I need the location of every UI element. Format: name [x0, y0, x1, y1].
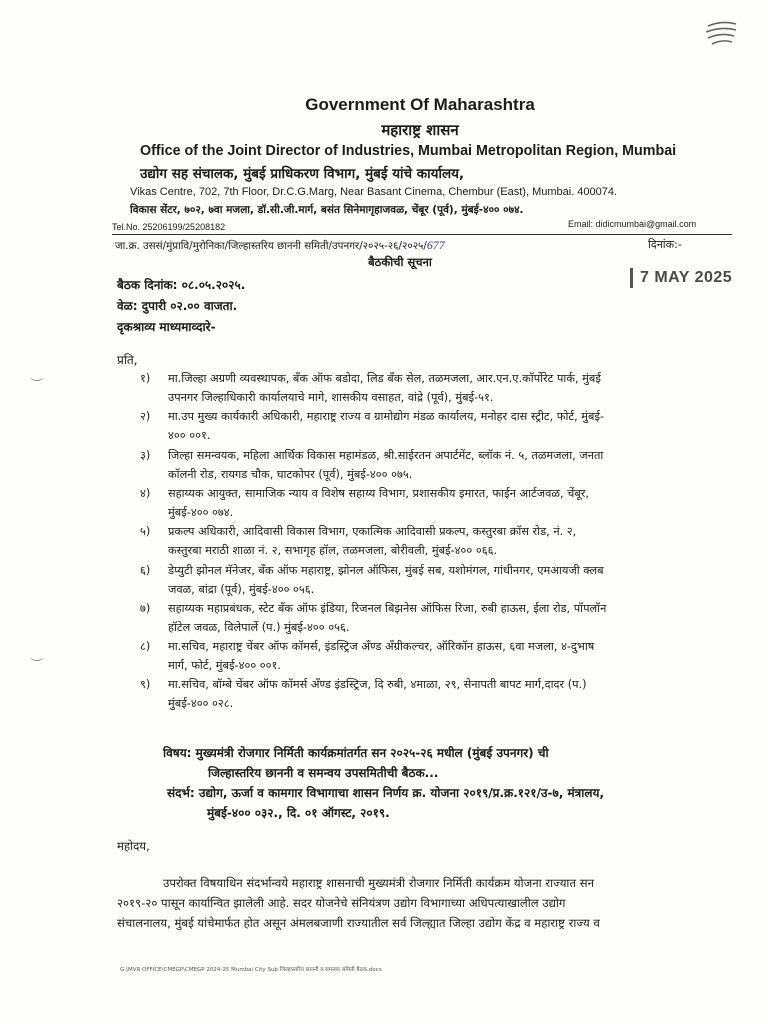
- office-name-mr: उद्योग सह संचालक, मुंबई प्राधिकरण विभाग, मुंबई यांचे कार्यालय,: [140, 166, 465, 182]
- addressee-line-2: ४०० ००१.: [168, 429, 211, 443]
- addressee-line-1: मा.सचिव, महाराष्ट्र चेंबर ऑफ कॉमर्स, इंडस्ट्रिज अँण्ड अँग्रीकल्चर, ऑरिकॉन हाऊस, ६वा मजला, ४-दुभाष: [168, 640, 595, 654]
- subject-line-2: जिल्हास्तरिय छाननी व समन्वय उपसमितीची बैठक...: [208, 766, 439, 780]
- addressee-line-1: सहाय्यक महाप्रबंधक, स्टेट बँक ऑफ इंडिया, रिजनल बिझनेस ऑफिस रिजा, रुबी हाऊस, ईला रोड, पॉपलॉन: [168, 601, 607, 615]
- salutation: महोदय,: [117, 839, 150, 853]
- office-address-en: Vikas Centre, 702, 7th Floor, Dr.C.G.Marg, Near Basant Cinema, Chembur (East), Mumbai. 400074.: [130, 186, 618, 198]
- email: Email: didicmumbai@gmail.com: [568, 219, 697, 229]
- subject-line-1: विषय: मुख्यमंत्री रोजगार निर्मिती कार्यक्रमांतर्गत सन २०२५-२६ मधील (मुंबई उपनगर) ची: [163, 746, 549, 760]
- addressee-line-2: मुंबई-४०० ०७४.: [168, 505, 234, 519]
- stamp-date: 7 MAY 2025: [640, 269, 733, 286]
- reference-handwritten-number: 677: [426, 238, 445, 252]
- body-line-2: २०१९-२० पासून कार्यान्वित झालेली आहे. सदर योजनेचे संनियंत्रण उद्योग विभागाच्या अधिपत्याखालील उद्योग: [117, 896, 566, 910]
- reference-line-1: संदर्भ: उद्योग, ऊर्जा व कामगार विभागाचा शासन निर्णय क्र. योजना २०१९/प्र.क्र.१२१/उ-७, मंत्रालय,: [167, 786, 605, 800]
- addressee-line-1: मा.जिल्हा अग्रणी व्यवस्थापक, बँक ऑफ बडोदा, लिड बँक सेल, तळमजला, आर.एन.ए.कॉर्पोरेट पार्क, मुंबई: [168, 372, 601, 385]
- addressee-number: ८): [140, 640, 151, 654]
- stamp-mark: [630, 268, 633, 288]
- to-label: प्रति,: [117, 353, 138, 367]
- reference-text: जा.क्र. उससं/मुंप्रावि/मुरोनिका/जिल्हास्तरिय छाननी समिती/उपनगर/२०२५-२६/२०२५/: [115, 240, 427, 252]
- addressee-line-1: जिल्हा समन्वयक, महिला आर्थिक विकास महामंडळ, श्री.साईरतन अपार्टमेंट, ब्लॉक नं. ५, तळमजला, जनता: [168, 448, 604, 462]
- addressee-number: ४): [140, 486, 151, 500]
- addressee-line-2: जवळ, बांद्रा (पूर्व), मुंबई-४०० ०५६.: [168, 582, 315, 596]
- addressee-line-2: मार्ग, फोर्ट, मुंबई-४०० ००१.: [168, 659, 281, 673]
- header-divider: [112, 234, 732, 235]
- government-heading-mr: महाराष्ट्र शासन: [381, 121, 459, 139]
- addressee-line-2: उपनगर जिल्हाधिकारी कार्यालयाचे मागे, शासकीय वसाहत, वांद्रे (पूर्व), मुंबई-५१.: [168, 391, 494, 404]
- meeting-time: वेळ: दुपारी ०२.०० वाजता.: [117, 299, 238, 313]
- addressee-number: ७): [140, 601, 151, 615]
- emblem-icon: [700, 18, 740, 58]
- office-name-en: Office of the Joint Director of Industries, Mumbai Metropolitan Region, Mumbai: [140, 143, 677, 159]
- addressee-line-2: मुंबई-४०० ०२८.: [168, 697, 234, 711]
- government-heading-en: Government Of Maharashtra: [305, 95, 535, 114]
- punch-mark: [30, 372, 44, 381]
- addressee-line-1: मा.उप मुख्य कार्यकारी अधिकारी, महाराष्ट्र राज्य व ग्रामोद्योग मंडळ कार्यालय, मनोहर दास स्ट्रीट, फोर्ट, मुंबई-: [168, 410, 605, 424]
- addressee-line-1: प्रकल्प अधिकारी, आदिवासी विकास विभाग, एकात्मिक आदिवासी प्रकल्प, कस्तुरबा क्रॉस रोड, नं. २,: [168, 525, 577, 539]
- addressee-number: ५): [140, 525, 151, 539]
- addressee-line-2: कॉलनी रोड, रायगड चौक, घाटकोपर (पूर्व), मुंबई-४०० ०७५.: [168, 467, 413, 481]
- telephone: Tel.No. 25206199/25208182: [112, 222, 226, 232]
- date-stamp: [630, 266, 742, 292]
- punch-mark: [30, 652, 44, 661]
- addressee-line-2: कस्तुरबा मराठी शाळा नं. २, सभागृह हॉल, तळमजला, बोरीवली, मुंबई-४०० ०६६.: [168, 544, 498, 558]
- addressee-number: ३): [140, 448, 151, 462]
- addressee-line-1: मा.सचिव, बॉम्बे चेंबर ऑफ कॉमर्स अँण्ड इंडस्ट्रिज, दि रुबी, ४माळा, २९, सेनापती बापट मार्ग,दादर (प.): [168, 678, 587, 692]
- addressee-number: ६): [140, 563, 151, 577]
- notice-title: बैठकीची सूचना: [368, 255, 432, 269]
- date-label: दिनांक:-: [648, 238, 682, 251]
- addressee-line-1: डेप्युटी झोनल मॅनेजर, बँक ऑफ महाराष्ट्र, झोनल ऑफिस, मुंबई सब, यशोमंगल, गांधीनगर, एमआयजी क्लब: [168, 563, 604, 577]
- addressee-line-1: सहाय्यक आयुक्त, सामाजिक न्याय व विशेष सहाय्य विभाग, प्रशासकीय इमारत, फाईन आर्टजवळ, चेंबूर,: [168, 486, 589, 500]
- reference-number: [115, 238, 445, 253]
- meeting-mode: दृकश्राव्य माध्यमाव्दारे-: [117, 320, 216, 334]
- footer-file-path: G:\MVR OFFICE\CMEGP\CMEGP 2024-25 Mumbai City Sub जिल्हास्तरिय छाननी व समन्वय समिती बैठक.docx: [120, 967, 382, 973]
- addressee-number: १): [140, 372, 151, 385]
- meeting-date: बैठक दिनांक: ०८.०५.२०२५.: [117, 278, 246, 292]
- addressee-line-2: हॉटेल जवळ, विलेपार्ले (प.) मुंबई-४०० ०५६.: [168, 620, 350, 634]
- body-line-1: उपरोक्त विषयाधिन संदर्भान्वये महाराष्ट्र शासनाची मुख्यमंत्री रोजगार निर्मिती कार्यक्रम योजना राज्यात सन: [163, 876, 595, 890]
- office-address-mr: विकास सेंटर, ७०२, ७वा मजला, डॉ.सी.जी.मार्ग, बसंत सिनेमागृहाजवळ, चेंबूर (पूर्व), मुंबई-४०० ०७४.: [130, 204, 524, 216]
- reference-line-2: मुंबई-४०० ०३२., दि. ०१ ऑगस्ट, २०१९.: [207, 806, 390, 820]
- body-line-3: संचालनालय, मुंबई यांचेमार्फत होत असून अंमलबजाणी राज्यातील सर्व जिल्ह्यात जिल्हा उद्योग केंद्र व महाराष्ट्र राज्य व: [117, 916, 600, 930]
- addressee-number: ९): [140, 678, 151, 692]
- addressee-number: २): [140, 410, 151, 424]
